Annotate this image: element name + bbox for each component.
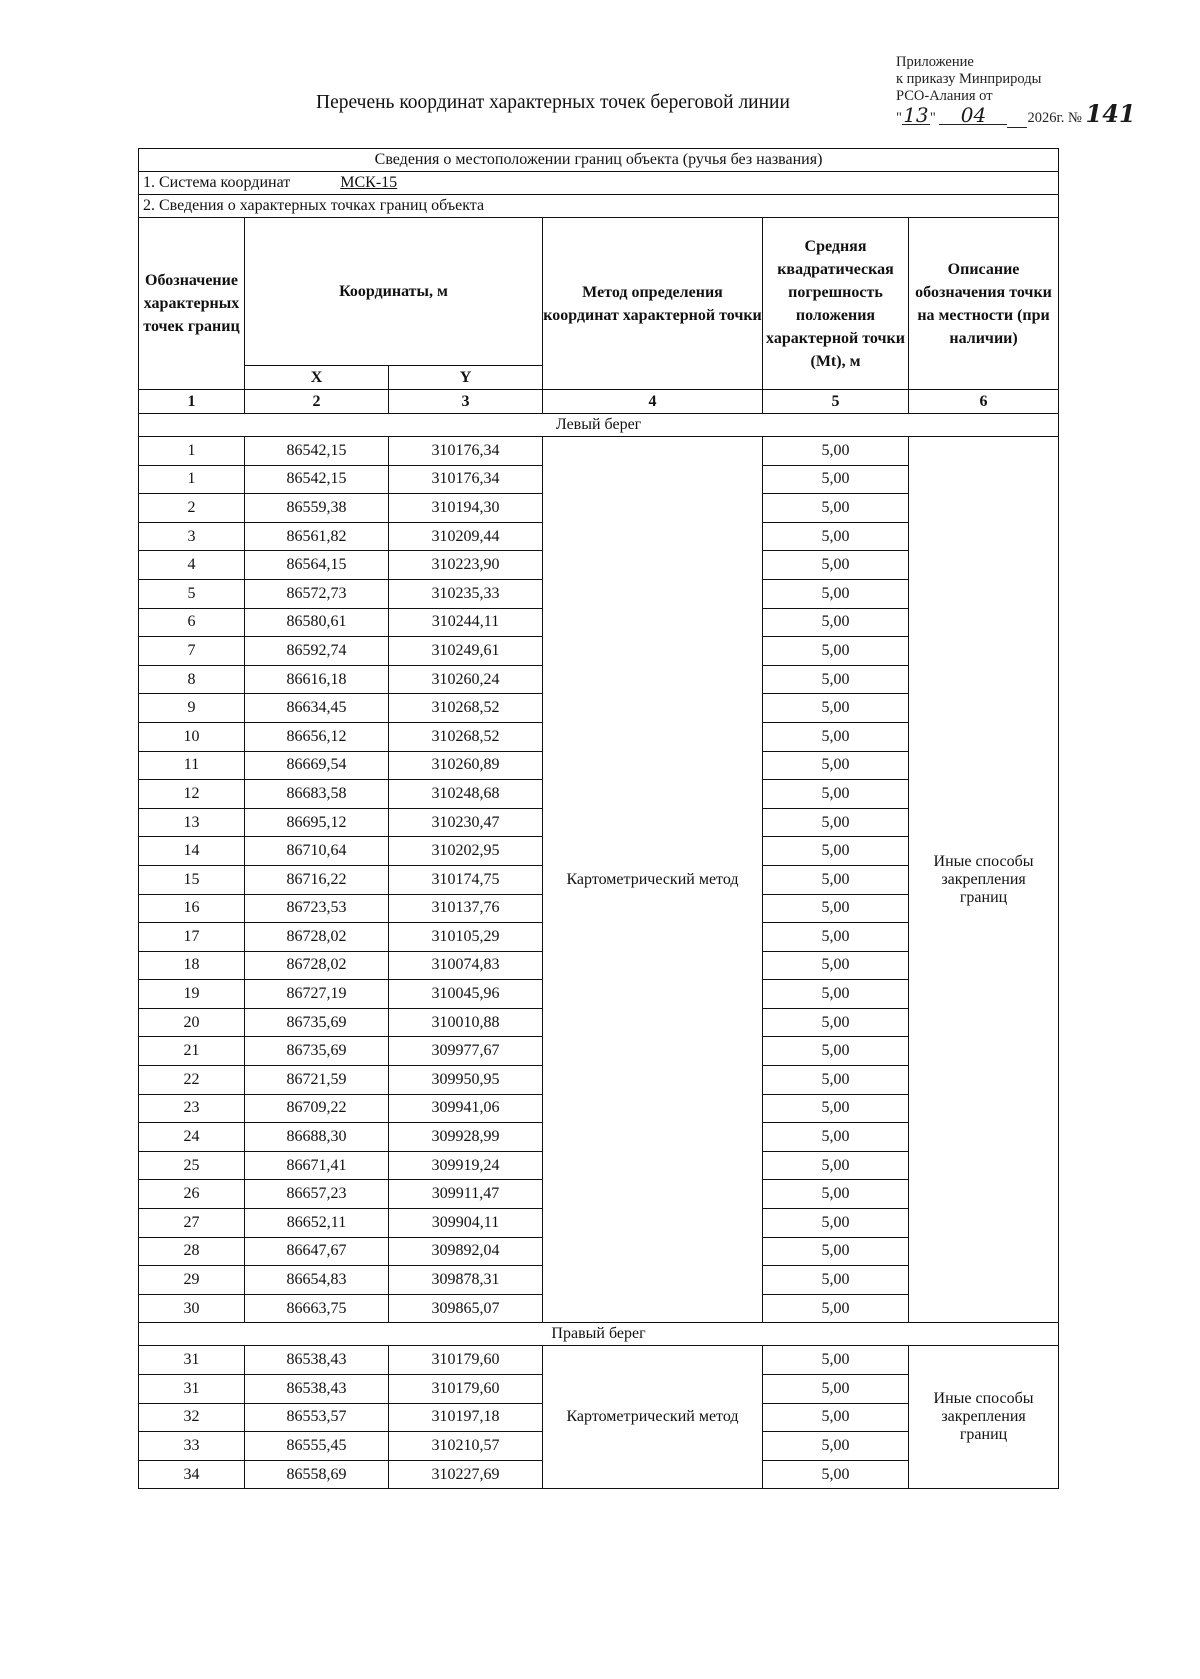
coord-x: 86592,74 [245,637,389,666]
coord-x: 86709,22 [245,1094,389,1123]
coord-x: 86572,73 [245,579,389,608]
coord-x: 86555,45 [245,1432,389,1461]
coord-x: 86654,83 [245,1266,389,1295]
col-number: 2 [245,390,389,414]
coord-x: 86727,19 [245,980,389,1009]
header-point-designation: Обозначение характерных точек границ [139,218,245,390]
mean-error: 5,00 [763,522,909,551]
coord-y: 310179,60 [389,1375,543,1404]
coord-x: 86657,23 [245,1180,389,1209]
coord-y: 309865,07 [389,1294,543,1323]
mean-error: 5,00 [763,837,909,866]
mean-error: 5,00 [763,751,909,780]
coord-y: 310137,76 [389,894,543,923]
coord-y: 310045,96 [389,980,543,1009]
coord-y: 310260,24 [389,665,543,694]
coord-y: 310268,52 [389,694,543,723]
appendix-year: 2026г. № [1027,110,1082,126]
coord-y: 309904,11 [389,1209,543,1238]
header-coordinates: Координаты, м [245,218,543,366]
coord-y: 310176,34 [389,465,543,494]
mean-error: 5,00 [763,1294,909,1323]
mean-error: 5,00 [763,1346,909,1375]
coord-x: 86647,67 [245,1237,389,1266]
appendix-line-3: РСО-Алания от [896,88,993,104]
appendix-day: 13 [903,103,929,127]
point-id: 19 [139,980,245,1009]
coord-y: 310244,11 [389,608,543,637]
coord-y: 310235,33 [389,579,543,608]
coord-y: 310227,69 [389,1460,543,1489]
point-id: 23 [139,1094,245,1123]
coord-y: 310223,90 [389,551,543,580]
coord-y: 309977,67 [389,1037,543,1066]
appendix-line-1: Приложение [896,54,974,70]
coord-system-row [139,172,1059,195]
coord-x: 86558,69 [245,1460,389,1489]
coord-y: 309892,04 [389,1237,543,1266]
coord-x: 86728,02 [245,923,389,952]
table-row [139,437,1059,466]
coord-x: 86716,22 [245,865,389,894]
coord-x: 86735,69 [245,1008,389,1037]
mean-error: 5,00 [763,722,909,751]
point-id: 6 [139,608,245,637]
mean-error: 5,00 [763,437,909,466]
method-cell: Картометрический метод [543,437,763,1323]
coord-y: 309941,06 [389,1094,543,1123]
point-id: 18 [139,951,245,980]
coord-system-value: МСК-15 [340,174,398,191]
point-id: 13 [139,808,245,837]
mean-error: 5,00 [763,1375,909,1404]
point-id: 12 [139,780,245,809]
mean-error: 5,00 [763,608,909,637]
point-id: 22 [139,1066,245,1095]
mean-error: 5,00 [763,865,909,894]
mean-error: 5,00 [763,780,909,809]
mean-error: 5,00 [763,808,909,837]
mean-error: 5,00 [763,1460,909,1489]
mean-error: 5,00 [763,551,909,580]
mean-error: 5,00 [763,1237,909,1266]
header-mean-error: Средняя квадратическая погрешность положения характерной точки (Mt), м [763,218,909,390]
coord-y: 310174,75 [389,865,543,894]
coord-y: 310210,57 [389,1432,543,1461]
point-id: 17 [139,923,245,952]
coord-x: 86538,43 [245,1375,389,1404]
coord-y: 310230,47 [389,808,543,837]
coord-x: 86616,18 [245,665,389,694]
mean-error: 5,00 [763,1123,909,1152]
coord-x: 86634,45 [245,694,389,723]
point-id: 34 [139,1460,245,1489]
col-number: 4 [543,390,763,414]
mean-error: 5,00 [763,1008,909,1037]
point-id: 32 [139,1403,245,1432]
point-id: 5 [139,579,245,608]
coord-y: 310202,95 [389,837,543,866]
point-id: 29 [139,1266,245,1295]
coord-x: 86553,57 [245,1403,389,1432]
coord-y: 310105,29 [389,923,543,952]
coord-y: 309928,99 [389,1123,543,1152]
point-id: 25 [139,1151,245,1180]
mean-error: 5,00 [763,1432,909,1461]
point-id: 11 [139,751,245,780]
appendix-block [896,54,1136,128]
coord-y: 309911,47 [389,1180,543,1209]
coord-y: 310268,52 [389,722,543,751]
point-id: 31 [139,1375,245,1404]
coord-y: 309878,31 [389,1266,543,1295]
col-number: 1 [139,390,245,414]
coord-x: 86580,61 [245,608,389,637]
coord-x: 86538,43 [245,1346,389,1375]
point-id: 15 [139,865,245,894]
appendix-date-line: "13" 04 2026г. № 141 [896,99,1136,128]
coord-x: 86652,11 [245,1209,389,1238]
coord-y: 309950,95 [389,1066,543,1095]
coord-y: 310209,44 [389,522,543,551]
points-section-label: 2. Сведения о характерных точках границ объекта [139,195,1059,218]
section-header: Левый берег [139,414,1059,437]
table-row [139,1346,1059,1375]
mean-error: 5,00 [763,1066,909,1095]
point-id: 3 [139,522,245,551]
coord-x: 86721,59 [245,1066,389,1095]
coord-x: 86542,15 [245,465,389,494]
coord-y: 310260,89 [389,751,543,780]
mean-error: 5,00 [763,894,909,923]
point-id: 30 [139,1294,245,1323]
header-x: X [245,366,389,390]
coord-x: 86669,54 [245,751,389,780]
point-id: 27 [139,1209,245,1238]
col-number: 6 [909,390,1059,414]
coord-x: 86542,15 [245,437,389,466]
point-id: 7 [139,637,245,666]
point-id: 33 [139,1432,245,1461]
point-id: 10 [139,722,245,751]
section-header: Правый берег [139,1323,1059,1346]
mean-error: 5,00 [763,980,909,1009]
mean-error: 5,00 [763,665,909,694]
point-id: 24 [139,1123,245,1152]
mean-error: 5,00 [763,1037,909,1066]
description-cell: Иные способы закрепления границ [909,1346,1059,1489]
appendix-line-2: к приказу Минприроды [896,71,1042,87]
mean-error: 5,00 [763,1151,909,1180]
mean-error: 5,00 [763,923,909,952]
col-number: 3 [389,390,543,414]
description-cell: Иные способы закрепления границ [909,437,1059,1323]
coord-system-label: 1. Система координат [143,174,291,191]
coord-y: 310010,88 [389,1008,543,1037]
point-id: 9 [139,694,245,723]
coord-y: 310248,68 [389,780,543,809]
point-id: 28 [139,1237,245,1266]
header-y: Y [389,366,543,390]
point-id: 20 [139,1008,245,1037]
point-id: 21 [139,1037,245,1066]
mean-error: 5,00 [763,694,909,723]
mean-error: 5,00 [763,579,909,608]
point-id: 4 [139,551,245,580]
coord-x: 86671,41 [245,1151,389,1180]
coord-x: 86683,58 [245,780,389,809]
mean-error: 5,00 [763,1209,909,1238]
point-id: 31 [139,1346,245,1375]
method-cell: Картометрический метод [543,1346,763,1489]
coord-x: 86663,75 [245,1294,389,1323]
object-info: Сведения о местоположении границ объекта (ручья без названия) [139,149,1059,172]
mean-error: 5,00 [763,951,909,980]
coord-y: 310197,18 [389,1403,543,1432]
coord-y: 309919,24 [389,1151,543,1180]
mean-error: 5,00 [763,465,909,494]
point-id: 1 [139,465,245,494]
point-id: 8 [139,665,245,694]
mean-error: 5,00 [763,1403,909,1432]
point-id: 14 [139,837,245,866]
point-id: 26 [139,1180,245,1209]
point-id: 2 [139,494,245,523]
mean-error: 5,00 [763,1266,909,1295]
point-id: 1 [139,437,245,466]
coord-y: 310194,30 [389,494,543,523]
coord-x: 86561,82 [245,522,389,551]
mean-error: 5,00 [763,637,909,666]
coord-x: 86564,15 [245,551,389,580]
coord-x: 86656,12 [245,722,389,751]
coord-y: 310179,60 [389,1346,543,1375]
document-title: Перечень координат характерных точек береговой линии [316,92,790,113]
header-description: Описание обозначения точки на местности (при наличии) [909,218,1059,390]
appendix-number: 141 [1085,99,1136,128]
coord-x: 86688,30 [245,1123,389,1152]
header-method: Метод определения координат характерной точки [543,218,763,390]
mean-error: 5,00 [763,1180,909,1209]
mean-error: 5,00 [763,1094,909,1123]
mean-error: 5,00 [763,494,909,523]
coord-x: 86735,69 [245,1037,389,1066]
coord-x: 86695,12 [245,808,389,837]
col-number: 5 [763,390,909,414]
coord-x: 86728,02 [245,951,389,980]
coord-x: 86559,38 [245,494,389,523]
appendix-month: 04 [939,107,1007,125]
coord-x: 86710,64 [245,837,389,866]
coord-y: 310249,61 [389,637,543,666]
coord-x: 86723,53 [245,894,389,923]
coord-y: 310074,83 [389,951,543,980]
coordinates-table [138,148,1059,1489]
point-id: 16 [139,894,245,923]
coordinates-table-body [139,149,1059,1489]
coord-y: 310176,34 [389,437,543,466]
